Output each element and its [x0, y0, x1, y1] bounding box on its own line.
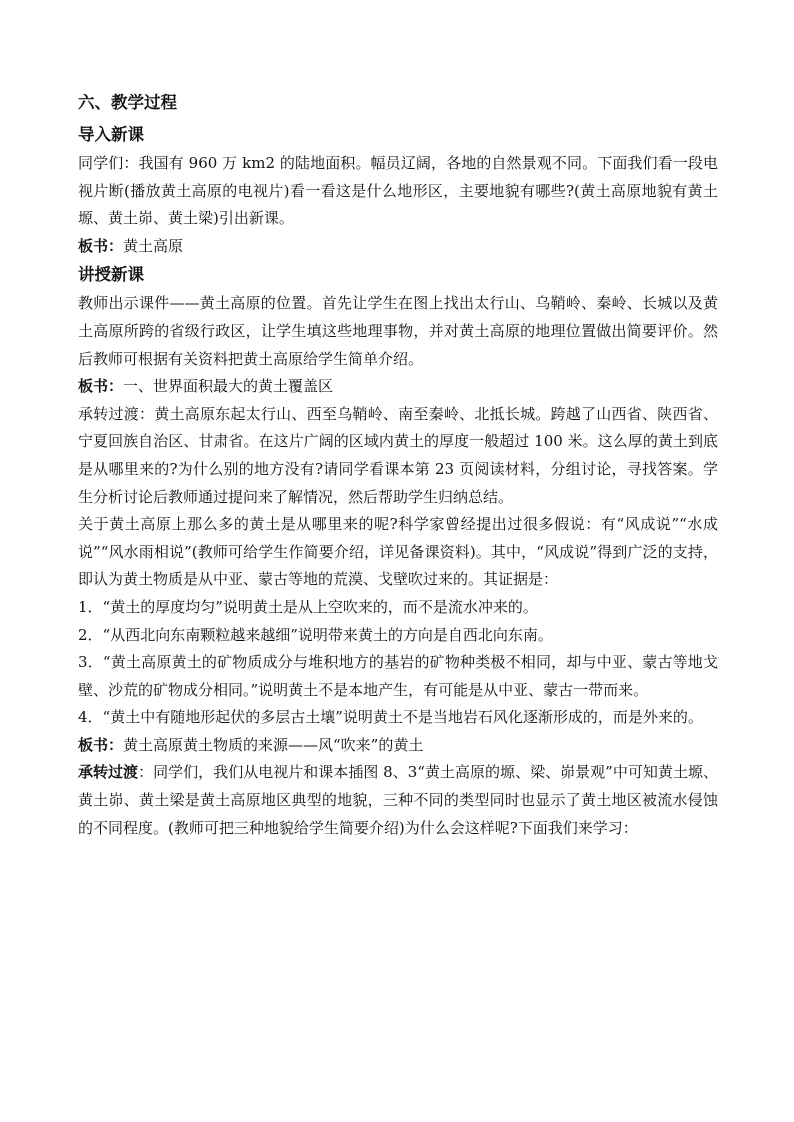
- intro-heading: 导入新课: [78, 125, 144, 144]
- evidence-item: 4．“黄土中有随地形起伏的多层古土壤”说明黄土不是当地岩石风化逐渐形成的，而是外来的。: [78, 708, 703, 727]
- transition-paragraph-2: [78, 759, 718, 842]
- lecture-heading: 讲授新课: [78, 265, 144, 285]
- lecture-paragraph-1: 教师出示课件——黄土高原的位置。首先让学生在图上找出太行山、乌鞘岭、秦岭、长城以及黄土高原所跨的省级行政区，让学生填这些地理事物，并对黄土高原的地理位置做出简要评价。然后教师可根据有关资料把黄土高原给学生简单介绍。: [78, 294, 718, 368]
- board-label: 板书：: [78, 236, 124, 255]
- evidence-item: 3．“黄土高原黄土的矿物质成分与堆积地方的基岩的矿物种类极不相同，却与中亚、蒙古等地戈壁、沙荒的矿物成分相同。”说明黄土不是本地产生，有可能是从中亚、蒙古一带而来。: [78, 653, 718, 699]
- board-label: 板书：: [78, 377, 124, 396]
- document-page: [78, 88, 718, 842]
- transition-label: 承转过渡: [78, 763, 139, 782]
- board-text: 黄土高原黄土物质的来源——风“吹来”的黄土: [123, 735, 424, 754]
- board-text: 一、世界面积最大的黄土覆盖区: [123, 377, 334, 396]
- evidence-item: 2．“从西北向东南颗粒越来越细”说明带来黄土的方向是自西北向东南。: [78, 625, 553, 644]
- section-title: 六、教学过程: [78, 93, 177, 112]
- lecture-paragraph-2: 关于黄土高原上那么多的黄土是从哪里来的呢?科学家曾经提出过很多假说：有“风成说”“水成说”“风水雨相说”(教师可给学生作简要介绍，详见备课资料)。其中，“风成说”得到广泛的支持，即认为黄土物质是从中亚、蒙古等地的荒漠、戈壁吹过来的。其证据是：: [78, 515, 718, 589]
- board-note-3: [78, 732, 718, 760]
- board-note-2: [78, 373, 718, 401]
- intro-paragraph: 同学们：我国有 960 万 km2 的陆地面积。幅员辽阔，各地的自然景观不同。下面我们看一段电视片断(播放黄土高原的电视片)看一看这是什么地形区，主要地貌有哪些?(黄土高原地貌有黄土塬、黄土峁、黄土梁)引出新课。: [78, 154, 718, 228]
- transition-paragraph-1: 承转过渡：黄土高原东起太行山、西至乌鞘岭、南至秦岭、北抵长城。跨越了山西省、陕西省、宁夏回族自治区、甘肃省。在这片广阔的区域内黄土的厚度一般超过 100 米。这么厚的黄土到底是从哪里来的?为什么别的地方没有?请同学看课本第 23 页阅读材料，分组讨论，寻找答案。学生分析讨论后教师通过提问来了解情况，然后帮助学生归纳总结。: [78, 404, 718, 506]
- board-label: 板书：: [78, 735, 124, 754]
- board-text: 黄土高原: [123, 236, 184, 255]
- evidence-item: 1．“黄土的厚度均匀”说明黄土是从上空吹来的，而不是流水冲来的。: [78, 597, 538, 616]
- board-note-1: [78, 233, 718, 261]
- transition-text: ：同学们，我们从电视片和课本插图 8、3“黄土高原的塬、梁、峁景观”中可知黄土塬、黄土峁、黄土梁是黄土高原地区典型的地貌，三种不同的类型同时也显示了黄土地区被流水侵蚀的不同程度。(教师可把三种地貌给学生简要介绍)为什么会这样呢?下面我们来学习：: [78, 763, 718, 837]
